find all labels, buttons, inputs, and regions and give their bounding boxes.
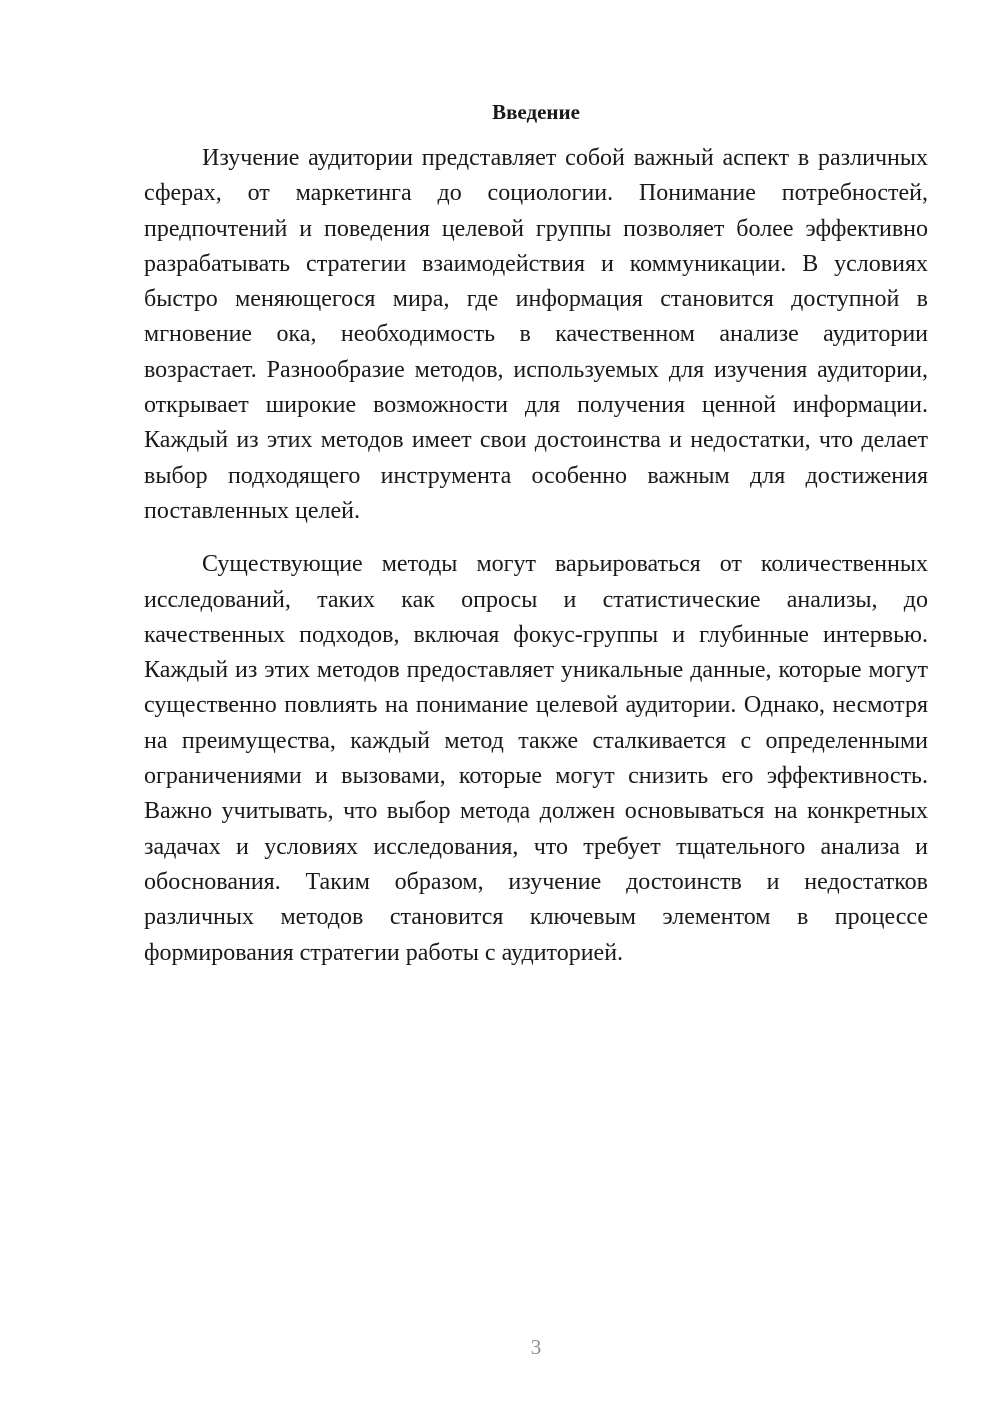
page-number: 3 (530, 1335, 542, 1359)
paragraph-1: Изучение аудитории представляет собой важный аспект в различных сферах, от маркетинга до социологии. Понимание потребностей, предпочтений и поведения целевой группы позволяет более эффективно разрабатывать стратегии взаимодействия и коммуникации. В условиях быстро меняющегося мира, где информация становится доступной в мгновение ока, необходимость в качественном анализе аудитории возрастает. Разнообразие методов, используемых для изучения аудитории, открывает широкие возможности для получения ценной информации. Каждый из этих методов имеет свои достоинства и недостатки, что делает выбор подходящего инструмента особенно важным для достижения поставленных целей. (144, 145, 928, 524)
body-text (144, 141, 928, 971)
paragraph-2: Существующие методы могут варьироваться от количественных исследований, таких как опросы и статистические анализы, до качественных подходов, включая фокус-группы и глубинные интервью. Каждый из этих методов предоставляет уникальные данные, которые могут существенно повлиять на понимание целевой аудитории. Однако, несмотря на преимущества, каждый метод также сталкивается с определенными ограничениями и вызовами, которые могут снизить его эффективность. Важно учитывать, что выбор метода должен основываться на конкретных задачах и условиях исследования, что требует тщательного анализа и обоснования. Таким образом, изучение достоинств и недостатков различных методов становится ключевым элементом в процессе формирования стратегии работы с аудиторией. (144, 551, 928, 966)
section-title: Введение (492, 100, 580, 124)
